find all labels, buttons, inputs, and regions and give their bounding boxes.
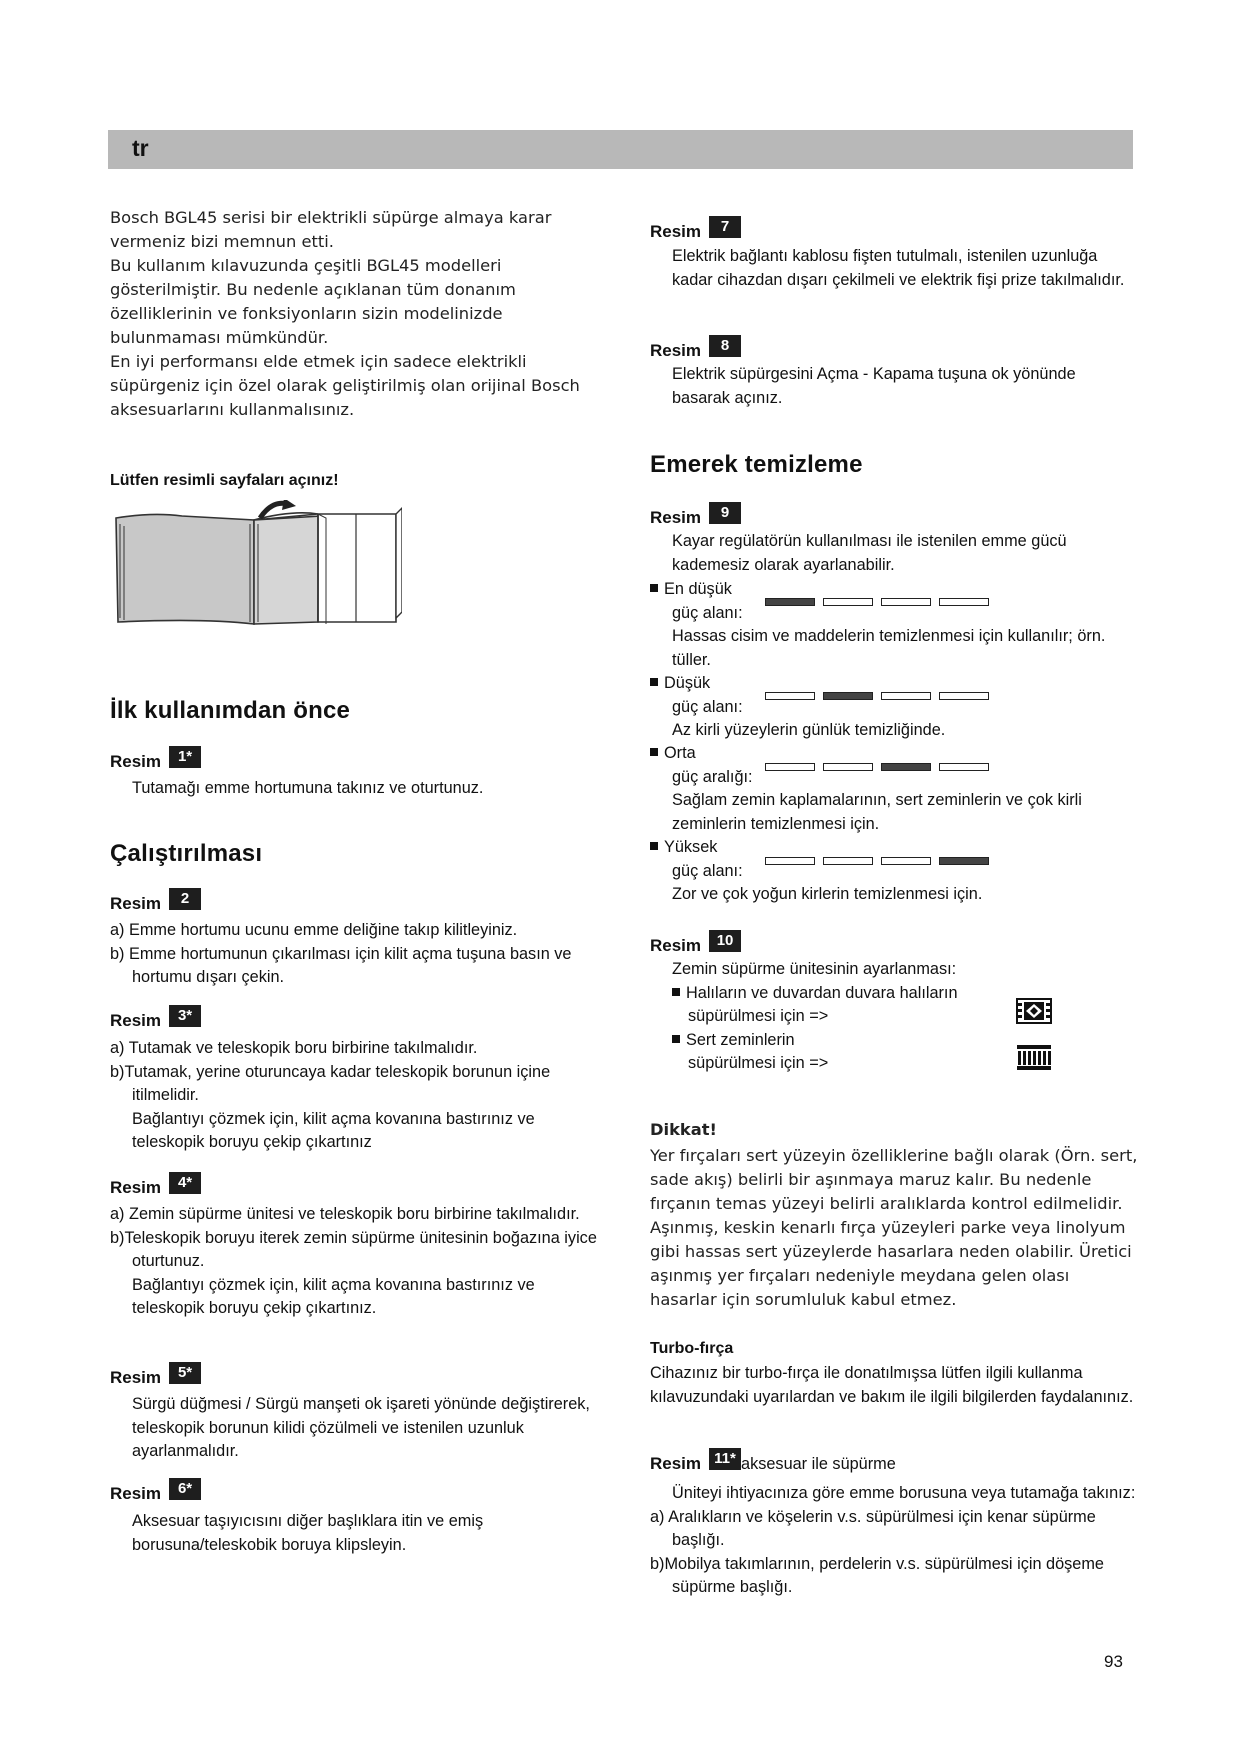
figure-number-badge: 4* bbox=[169, 1172, 201, 1194]
power-level-name: En düşük bbox=[650, 578, 1140, 602]
figure-ref-11 bbox=[650, 1448, 896, 1472]
figure-1-text bbox=[110, 777, 610, 801]
power-segment bbox=[765, 692, 815, 700]
section-title-operation: Çalıştırılması bbox=[110, 840, 263, 867]
figure-ref-7 bbox=[650, 216, 741, 240]
power-range-label: güç aralığı: bbox=[672, 767, 753, 786]
figure-number-badge: 5* bbox=[169, 1362, 201, 1384]
figure-2-text bbox=[110, 919, 600, 990]
power-segment bbox=[881, 692, 931, 700]
power-segment bbox=[823, 598, 873, 606]
figure-number-badge: 9 bbox=[709, 502, 741, 524]
step-a: a) Zemin süpürme ünitesi ve teleskopik boru birbirine takılmalıdır. bbox=[110, 1205, 580, 1223]
paragraph: Kayar regülatörün kullanılması ile istenilen emme gücü kademesiz olarak ayarlanabilir. bbox=[672, 532, 1067, 574]
figure-ref-9 bbox=[650, 502, 741, 526]
paragraph: Aksesuar taşıyıcısını diğer başlıklara itin ve emiş borusuna/teleskobik boruya klipsleyin. bbox=[132, 1512, 484, 1554]
open-pages-note: Lütfen resimli sayfaları açınız! bbox=[110, 472, 339, 489]
power-segment bbox=[765, 598, 815, 606]
figure-label: Resim bbox=[110, 752, 162, 771]
figure-label: Resim bbox=[110, 894, 162, 913]
step-a: a) Tutamak ve teleskopik boru birbirine takılmalıdır. bbox=[110, 1039, 478, 1057]
figure-label: Resim bbox=[110, 1011, 162, 1030]
figure-3-text bbox=[110, 1037, 600, 1155]
turbo-brush-title: Turbo-fırça bbox=[650, 1340, 734, 1357]
figure-ref-8 bbox=[650, 335, 741, 359]
figure-9-text bbox=[650, 530, 1130, 577]
page-number: 93 bbox=[1104, 1652, 1123, 1671]
figure-8-text bbox=[650, 363, 1130, 410]
list-item bbox=[650, 982, 1140, 1006]
power-segment bbox=[765, 857, 815, 865]
paragraph: Elektrik bağlantı kablosu fişten tutulmalı, istenilen uzunluğa kadar cihazdan dışarı çekilmeli ve elektrik fişi prize takılmalıdır. bbox=[672, 247, 1125, 289]
step-note: Bağlantıyı çözmek için, kilit açma kovanına bastırınız ve teleskopik boruyu çekip çıkartınız. bbox=[132, 1275, 535, 1317]
step-a: a) Aralıkların ve köşelerin v.s. süpürülmesi için kenar süpürme başlığı. bbox=[650, 1507, 1096, 1549]
intro-paragraph: Bosch BGL45 serisi bir elektrikli süpürge almaya karar vermeniz bizi memnun etti. bbox=[110, 208, 552, 251]
figure-number-badge: 10 bbox=[709, 930, 741, 952]
figure-label: Resim bbox=[650, 222, 702, 241]
paragraph: Tutamağı emme hortumuna takınız ve oturtunuz. bbox=[132, 779, 484, 797]
intro-paragraph: Bu kullanım kılavuzunda çeşitli BGL45 modelleri gösterilmiştir. Bu nedenle açıklanan tüm donanım özelliklerinin ve fonksiyonların sizin modelinizde bulunmaması mümkündür. bbox=[110, 256, 516, 347]
list-item bbox=[650, 1029, 1140, 1053]
step-b: b)Teleskopik boruyu iterek zemin süpürme ünitesinin boğazına iyice oturtunuz. bbox=[110, 1228, 597, 1270]
open-book-illustration bbox=[112, 500, 402, 630]
figure-label: Resim bbox=[650, 508, 702, 527]
figure-number-badge: 8 bbox=[709, 335, 741, 357]
figure-ref-1 bbox=[110, 746, 201, 770]
turbo-brush-text bbox=[650, 1362, 1140, 1409]
figure-5-text bbox=[110, 1393, 600, 1464]
figure-number-badge: 3* bbox=[169, 1005, 201, 1027]
section-title-suction-cleaning: Emerek temizleme bbox=[650, 451, 863, 478]
figure-10-text bbox=[650, 958, 1140, 1076]
figure-number-badge: 1* bbox=[169, 746, 201, 768]
power-segment bbox=[881, 763, 931, 771]
power-level-low bbox=[650, 672, 1140, 743]
paragraph: Zemin süpürme ünitesinin ayarlanması: bbox=[672, 960, 957, 978]
hard-floor-setting-label: Sert zeminlerin bbox=[672, 1031, 795, 1049]
figure-number-badge: 11* bbox=[709, 1448, 741, 1470]
power-range-label: güç alanı: bbox=[672, 697, 743, 716]
section-title-first-use: İlk kullanımdan önce bbox=[110, 697, 351, 724]
language-code: tr bbox=[132, 135, 149, 161]
power-segment bbox=[881, 857, 931, 865]
figure-number-badge: 6* bbox=[169, 1478, 201, 1500]
power-segment bbox=[881, 598, 931, 606]
warning-text: Yer fırçaları sert yüzeyin özelliklerine bağlı olarak (Örn. sert, sade akış) belirli bir aşınmaya maruz kalır. Bu nedenle fırçanın temas yüzeyi belirli aralıklarda kontrol edilmelidir. Aşınmış, keskin kenarlı fırça yüzeyleri parke veya linolyum gibi hassas sert yüzeylerde hasarlara neden olabilir. Üretici aşınmış yer fırçaları nedeniyle meydana gelen olası hasarlar için sorumluluk kabul etmez. bbox=[650, 1146, 1138, 1309]
power-segment bbox=[939, 857, 989, 865]
power-level-desc: Zor ve çok yoğun kirlerin temizlenmesi için. bbox=[672, 885, 983, 903]
list-item-cont: süpürülmesi için => bbox=[688, 1054, 829, 1072]
figure-label: Resim bbox=[650, 936, 702, 955]
figure-ref-2 bbox=[110, 888, 201, 912]
step-b: b) Emme hortumunun çıkarılması için kilit açma tuşuna basın ve hortumu dışarı çekin. bbox=[110, 944, 572, 986]
power-range-label: güç alanı: bbox=[672, 603, 743, 622]
figure-7-text bbox=[650, 245, 1130, 292]
figure-6-text bbox=[110, 1510, 600, 1557]
figure-ref-3 bbox=[110, 1005, 201, 1029]
figure-ref-5 bbox=[110, 1362, 201, 1386]
figure-11-text bbox=[650, 1482, 1140, 1600]
header-bar bbox=[108, 130, 1133, 169]
power-segment bbox=[823, 692, 873, 700]
power-segment bbox=[939, 598, 989, 606]
figure-ref-6 bbox=[110, 1478, 201, 1502]
figure-4-text bbox=[110, 1203, 600, 1321]
figure-number-badge: 2 bbox=[169, 888, 201, 910]
list-item-cont: süpürülmesi için => bbox=[688, 1007, 829, 1025]
figure-label: Resim bbox=[110, 1484, 162, 1503]
intro-text bbox=[110, 206, 600, 422]
figure-ref-4 bbox=[110, 1172, 201, 1196]
power-segment bbox=[939, 692, 989, 700]
power-level-desc: Az kirli yüzeylerin günlük temizliğinde. bbox=[672, 721, 946, 739]
power-segment bbox=[823, 857, 873, 865]
paragraph: Sürgü düğmesi / Sürgü manşeti ok işareti yönünde değiştirerek, teleskopik borunun kilidi çözülmeli ve istenilen uzunluk ayarlanmalıdır. bbox=[132, 1395, 590, 1460]
figure-label: Resim bbox=[110, 1368, 162, 1387]
power-segment bbox=[823, 763, 873, 771]
power-segment bbox=[939, 763, 989, 771]
power-level-name: Düşük bbox=[650, 672, 1140, 696]
step-b: b)Mobilya takımlarının, perdelerin v.s. süpürülmesi için döşeme süpürme başlığı. bbox=[650, 1554, 1104, 1596]
warning-title: Dikkat! bbox=[650, 1120, 717, 1139]
warning-block bbox=[650, 1118, 1140, 1312]
paragraph: Üniteyi ihtiyacınıza göre emme borusuna veya tutamağa takınız: bbox=[672, 1484, 1136, 1502]
paragraph: Elektrik süpürgesini Açma - Kapama tuşuna ok yönünde basarak açınız. bbox=[672, 365, 1076, 407]
power-level-high bbox=[650, 836, 1140, 907]
figure-label: Resim bbox=[110, 1178, 162, 1197]
carpet-setting-label: Halıların ve duvardan duvara halıların bbox=[672, 984, 958, 1002]
power-level-name: Yüksek bbox=[650, 836, 1140, 860]
figure-label: Resim bbox=[650, 1454, 702, 1473]
carpet-mode-icon bbox=[1016, 997, 1052, 1025]
intro-paragraph: En iyi performansı elde etmek için sadece elektrikli süpürgeniz için özel olarak geliştirilmiş olan orijinal Bosch aksesuarlarını kullanmalısınız. bbox=[110, 352, 580, 419]
power-level-medium bbox=[650, 742, 1140, 836]
power-level-name: Orta bbox=[650, 742, 1140, 766]
step-b: b)Tutamak, yerine oturuncaya kadar teleskopik borunun içine itilmelidir. bbox=[110, 1062, 551, 1104]
paragraph: Cihazınız bir turbo-fırça ile donatılmışsa lütfen ilgili kullanma kılavuzundaki uyarılardan ve bakım ile ilgili bilgilerden faydalanınız. bbox=[650, 1364, 1134, 1406]
figure-label: Resim bbox=[650, 341, 702, 360]
step-note: Bağlantıyı çözmek için, kilit açma kovanına bastırınız ve teleskopik boruyu çekip çıkartınız bbox=[132, 1109, 535, 1151]
power-level-desc: Sağlam zemin kaplamalarının, sert zeminlerin ve çok kirli zeminlerin temizlenmesi için. bbox=[672, 791, 1082, 833]
power-level-desc: Hassas cisim ve maddelerin temizlenmesi için kullanılır; örn. tüller. bbox=[672, 627, 1106, 669]
figure-number-badge: 7 bbox=[709, 216, 741, 238]
figure-ref-10 bbox=[650, 930, 741, 954]
figure-11-heading: aksesuar ile süpürme bbox=[741, 1455, 896, 1473]
hard-floor-mode-icon bbox=[1016, 1043, 1052, 1071]
step-a: a) Emme hortumu ucunu emme deliğine takıp kilitleyiniz. bbox=[110, 921, 518, 939]
power-segment bbox=[765, 763, 815, 771]
power-range-label: güç alanı: bbox=[672, 861, 743, 880]
power-level-lowest bbox=[650, 578, 1140, 672]
